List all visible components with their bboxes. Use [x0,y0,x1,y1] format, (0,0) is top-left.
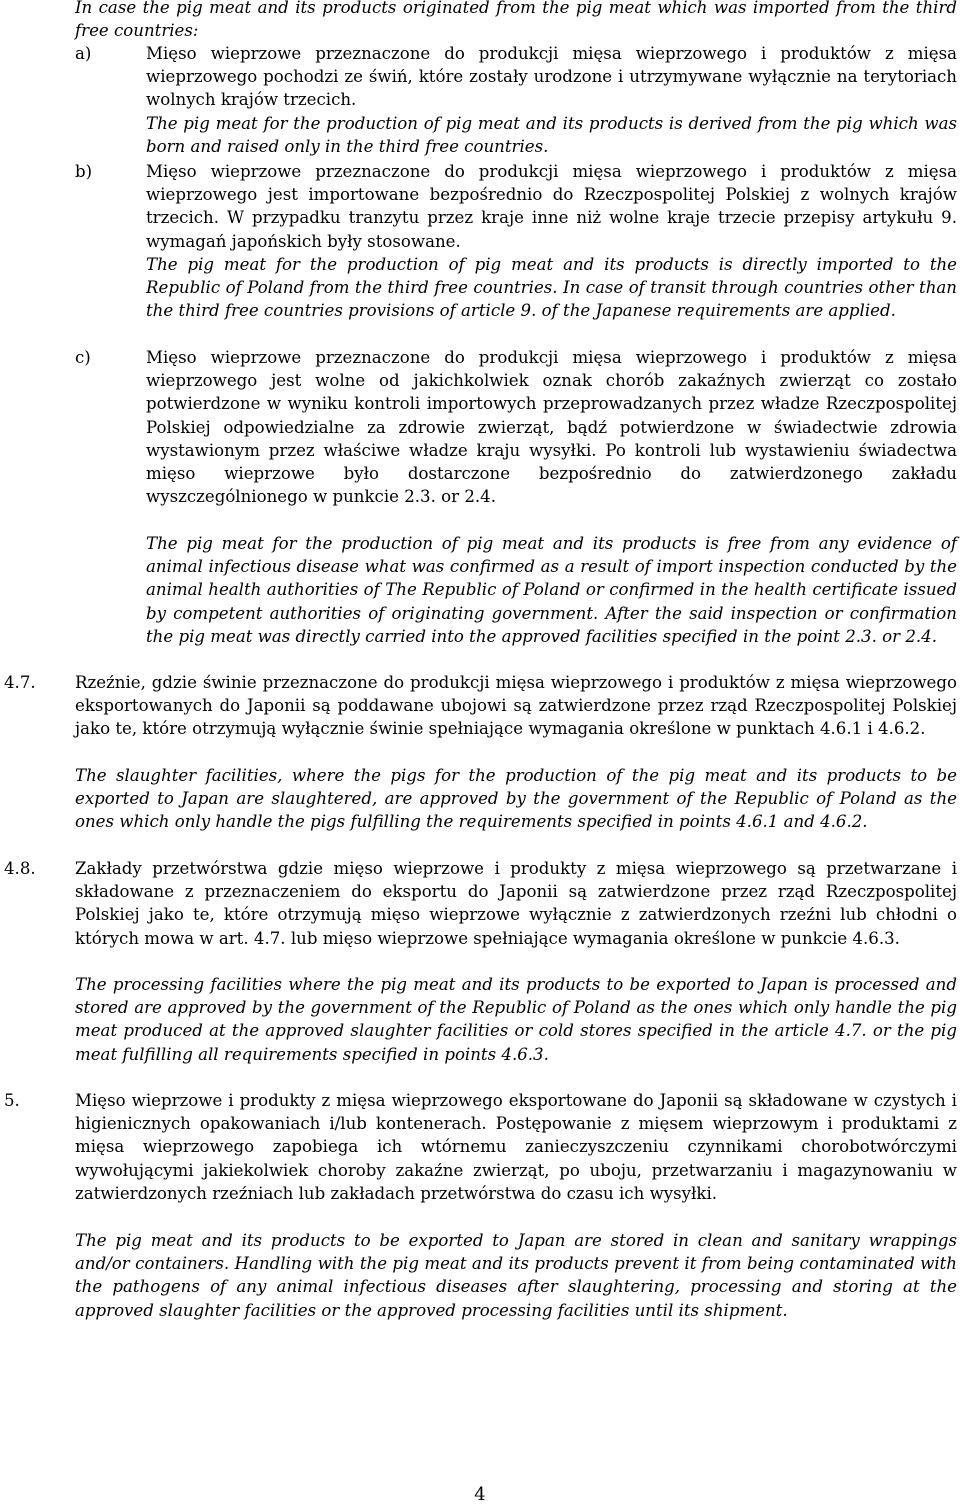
section-4-7-number: 4.7. [4,673,36,692]
section-5-number: 5. [4,1091,20,1110]
section-5-polish: Mięso wieprzowe i produkty z mięsa wieprzowego eksportowane do Japonii są składowane w czystych i higienicznych opakowaniach i/lub kontenerach. Postępowanie z mięsem wieprzowym i produktami z mięsa wieprzowego zapobiega ich wtórnemu zanieczyszczeniu czynnikami chorobotwórczymi wywołującymi jakiekolwiek choroby zakaźne zwierząt, po uboju, przetwarzaniu i magazynowaniu w zatwierdzonych rzeźniach lub zakładach przetwórstwa do czasu ich wysyłki. [75,1091,957,1203]
item-c-english: The pig meat for the production of pig meat and its products is free from any evidence of animal infectious disease what was confirmed as a result of import inspection conducted by the animal health authorities of The Republic of Poland or confirmed in the health certificate issued by competent authorities of originating government. After the said inspection or confirmation the pig meat was directly carried into the approved facilities specified in the point 2.3. or 2.4. [146,534,957,646]
item-c-polish: Mięso wieprzowe przeznaczone do produkcji mięsa wieprzowego i produktów z mięsa wieprzowego jest wolne od jakichkolwiek oznak chorób zakaźnych zwierząt co zostało potwierdzone w wyniku kontroli importowych przeprowadzanych przez władze Rzeczpospolitej Polskiej odpowiedzialne za zdrowie zwierząt, bądź potwierdzone w świadectwie zdrowia wystawionym przez właściwe władze kraju wysyłki. Po kontroli lub wystawieniu świadectwa mięso wieprzowe było dostarczone bezpośrednio do zatwierdzonego zakładu wyszczególnionego w punkcie 2.3. or 2.4. [146,348,957,507]
page-number: 4 [474,1484,486,1505]
item-a-english: The pig meat for the production of pig meat and its products is derived from the pig which was born and raised only in the third free countries. [146,114,957,157]
section-4-8-english: The processing facilities where the pig meat and its products to be exported to Japan is processed and stored are approved by the government of the Republic of Poland as the ones which only handle the pig meat produced at the approved slaughter facilities or cold stores specified in the article 4.7. or the pig meat fulfilling all requirements specified in points 4.6.3. [75,975,957,1064]
item-b-polish: Mięso wieprzowe przeznaczone do produkcji mięsa wieprzowego i produktów z mięsa wieprzowego jest importowane bezpośrednio do Rzeczpospolitej Polskiej z wolnych krajów trzecich. W przypadku tranzytu przez kraje inne niż wolne kraje trzecie przepisy artykułu 9. wymagań japońskich były stosowane. [146,162,957,251]
intro-en: In case the pig meat and its products originated from the pig meat which was imported from the third free countries: [75,0,957,41]
item-b-label: b) [75,162,93,181]
section-5-english: The pig meat and its products to be exported to Japan are stored in clean and sanitary wrappings and/or containers. Handling with the pig meat and its products prevent it from being contaminated with the pathogens of any animal infectious diseases after slaughtering, processing and storing at the approved slaughter facilities or the approved processing facilities until its shipment. [75,1231,957,1320]
item-c-label: c) [75,348,91,367]
section-4-7-english: The slaughter facilities, where the pigs for the production of the pig meat and its products to be exported to Japan are slaughtered, are approved by the government of the Republic of Poland as the ones which only handle the pigs fulfilling the requirements specified in points 4.6.1 and 4.6.2. [75,766,957,832]
item-a-label: a) [75,44,92,63]
section-4-8-polish: Zakłady przetwórstwa gdzie mięso wieprzowe i produkty z mięsa wieprzowego są przetwarzane i składowane z przeznaczeniem do eksportu do Japonii są zatwierdzone przez rząd Rzeczpospolitej Polskiej jako te, które otrzymują mięso wieprzowe wyłącznie z zatwierdzonych rzeźni lub chłodni o których mowa w art. 4.7. lub mięso wieprzowe spełniające wymagania określone w punkcie 4.6.3. [75,859,957,948]
item-a-polish: Mięso wieprzowe przeznaczone do produkcji mięsa wieprzowego i produktów z mięsa wieprzowego pochodzi ze świń, które zostały urodzone i utrzymywane wyłącznie na terytoriach wolnych krajów trzecich. [146,44,957,110]
item-b-english: The pig meat for the production of pig meat and its products is directly imported to the Republic of Poland from the third free countries. In case of transit through countries other than the third free countries provisions of article 9. of the Japanese requirements are applied. [146,255,957,321]
section-4-7-polish: Rzeźnie, gdzie świnie przeznaczone do produkcji mięsa wieprzowego i produktów z mięsa wieprzowego eksportowanych do Japonii są poddawane ubojowi są zatwierdzone przez rząd Rzeczpospolitej Polskiej jako te, które otrzymują wyłącznie świnie spełniające wymagania określone w punktach 4.6.1 i 4.6.2. [75,673,957,739]
section-4-8-number: 4.8. [4,859,36,878]
